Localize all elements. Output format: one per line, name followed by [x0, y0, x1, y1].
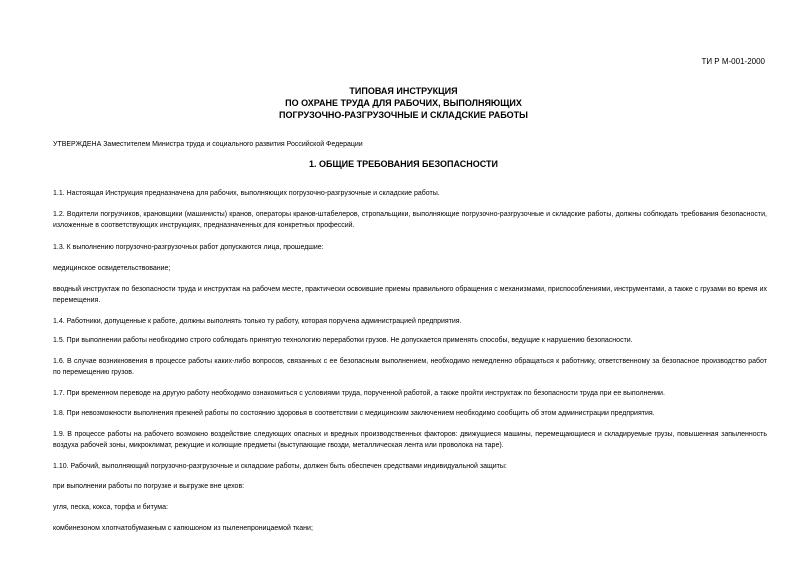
paragraph-1-5: 1.5. При выполнении работы необходимо строго соблюдать принятую технологию переработки грузов. Не допускается применять способы, ведущие к нарушению безопасности. — [53, 337, 633, 344]
document-code: ТИ Р М-001-2000 — [701, 57, 765, 66]
paragraph-1-7: 1.7. При временном переводе на другую работу необходимо ознакомиться с условиями труда, порученной работой, а также пройти инструктаж по безопасности труда при ее выполнении. — [53, 390, 665, 397]
paragraph-1-8: 1.8. При невозможности выполнения прежней работы по состоянию здоровья в соответствии с медицинским заключением необходимо сообщить об этом администрации предприятия. — [53, 410, 655, 417]
title-line-2: ПО ОХРАНЕ ТРУДА ДЛЯ РАБОЧИХ, ВЫПОЛНЯЮЩИХ — [285, 98, 522, 108]
paragraph-list-item-outside: при выполнении работы по погрузке и выгрузке вне цехов: — [53, 483, 245, 490]
paragraph-1-4: 1.4. Работники, допущенные к работе, должны выполнять только ту работу, которая поручена администрацией предприятия. — [53, 318, 462, 325]
title-line-3: ПОГРУЗОЧНО-РАЗГРУЗОЧНЫЕ И СКЛАДСКИЕ РАБОТЫ — [279, 110, 528, 120]
section-heading: 1. ОБЩИЕ ТРЕБОВАНИЯ БЕЗОПАСНОСТИ — [308, 159, 499, 169]
paragraph-list-item-overall: комбинезоном хлопчатобумажным с капюшоном из пыленепроницаемой ткани; — [53, 525, 313, 532]
paragraph-list-item-medical: медицинское освидетельствование; — [53, 265, 171, 272]
paragraph-1-1: 1.1. Настоящая Инструкция предназначена для рабочих, выполняющих погрузочно-разгрузочные и складские работы. — [53, 190, 440, 197]
approval-note — [53, 141, 363, 148]
paragraph-list-item-materials: угля, песка, кокса, торфа и битума: — [53, 504, 168, 511]
approval-label: УТВЕРЖДЕНА — [53, 141, 102, 148]
approval-text: Заместителем Министра труда и социального развития Российской Федерации — [103, 141, 363, 148]
document-title — [0, 85, 807, 121]
paragraph-1-9: 1.9. В процессе работы на рабочего возможно воздействие следующих опасных и вредных производственных факторов: движущиеся машины, перемещающиеся и складируемые грузы, повышенная запыленность воздуха рабочей зоны, микроклимат, режущие и колющие предметы (выступающие гвозди, металлическая лента или проволока на таре). — [53, 431, 767, 449]
paragraph-1-2: 1.2. Водители погрузчиков, крановщики (машинисты) кранов, операторы кранов-штабелеров, стропальщики, выполняющие погрузочно-разгрузочные и складские работы, должны соблюдать требования безопасности, изложенные в соответствующих инструкциях, предназначенных для конкретных профессий. — [53, 211, 767, 229]
paragraph-1-3: 1.3. К выполнению погрузочно-разгрузочных работ допускаются лица, прошедшие: — [53, 244, 324, 251]
paragraph-1-6: 1.6. В случае возникновения в процессе работы каких-либо вопросов, связанных с ее безопасным выполнением, необходимо немедленно обращаться к работнику, ответственному за безопасное производство работ по перемещению грузов. — [53, 358, 767, 376]
paragraph-list-item-briefing: вводный инструктаж по безопасности труда и инструктаж на рабочем месте, практически освоившие приемы правильного обращения с механизмами, приспособлениями, инструментами, а также с грузами во время их перемещения. — [53, 286, 767, 304]
paragraph-1-10: 1.10. Рабочий, выполняющий погрузочно-разгрузочные и складские работы, должен быть обеспечен средствами индивидуальной защиты: — [53, 463, 507, 470]
title-line-1: ТИПОВАЯ ИНСТРУКЦИЯ — [349, 86, 458, 96]
